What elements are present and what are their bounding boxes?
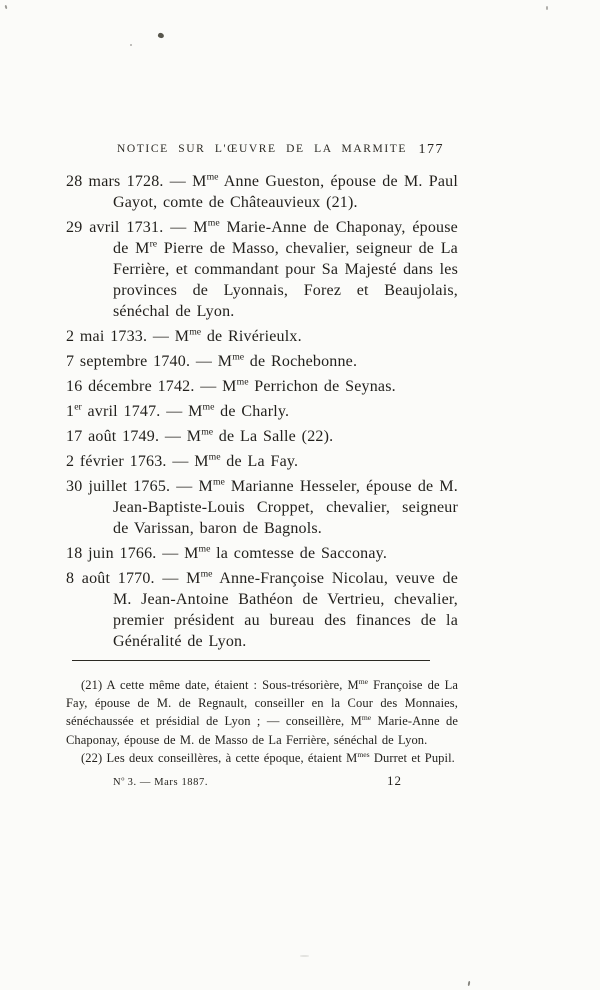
footer-issue-label: $N^o$ 3. — Mars 1887. xyxy=(113,775,209,789)
page-content xyxy=(66,143,458,789)
entry: 7 septembre 1740. — $M^{me}$ de Rochebonne. xyxy=(66,351,358,370)
footnote-divider xyxy=(72,660,430,661)
page-number: 177 xyxy=(418,142,444,157)
entry: 30 juillet 1765. — $M^{me}$ Marianne Hesseler, épouse de M. Jean-Baptiste-Louis Croppet, chevalier, seigneur de Varissan, baron de Bagnols. xyxy=(66,476,458,537)
scan-speckle xyxy=(300,955,309,957)
entry: 29 avril 1731. — $M^{me}$ Marie-Anne de Chaponay, épouse de Mre Pierre de Masso, chevalier, seigneur de La Ferrière, et commandant pour Sa Majesté dans les provinces de Lyonnais, Forez et Beaujolais, sénéchal de Lyon. xyxy=(66,217,458,320)
footnote: (22) Les deux conseillères, à cette époque, étaient $M^{mes}$ Durret et Pupil. xyxy=(81,749,455,765)
scan-speckle xyxy=(5,5,8,9)
entry: 28 mars 1728. — $M^{me}$ Anne Gueston, épouse de M. Paul Gayot, comte de Châteauvieux (21). xyxy=(66,171,458,211)
footer-page-signature: 12 xyxy=(387,773,402,789)
scan-speckle xyxy=(546,6,548,10)
page-footer xyxy=(66,773,458,789)
entry: 18 juin 1766. — $M^{me}$ la comtesse de Sacconay. xyxy=(66,543,388,562)
scan-speckle xyxy=(130,44,132,46)
scan-speckle xyxy=(468,981,471,986)
footnote-list xyxy=(66,676,458,767)
scan-speckle xyxy=(157,32,164,39)
entry: 2 mai 1733. — $M^{me}$ de Rivérieulx. xyxy=(66,326,302,345)
entry: 2 février 1763. — $M^{me}$ de La Fay. xyxy=(66,451,299,470)
entry: 1er avril 1747. — $M^{me}$ de Charly. xyxy=(66,401,290,420)
entry: 17 août 1749. — $M^{me}$ de La Salle (22). xyxy=(66,426,334,445)
running-header xyxy=(66,143,458,158)
footnote: (21) A cette même date, étaient : Sous-trésorière, $M^{me}$ Françoise de La Fay, épouse de M. de Regnault, conseiller en la Cour des Monnaies, sénéchaussée et présidial de Lyon ; — conseillère, $M^{me}$ Marie-Anne de Chaponay, épouse de M. de Masso de La Ferrière, sénéchal de Lyon. xyxy=(66,676,458,747)
entry: 16 décembre 1742. — $M^{me}$ Perrichon de Seynas. xyxy=(66,376,396,395)
entry-list xyxy=(66,171,458,652)
page-title: NOTICE SUR L'ŒUVRE DE LA MARMITE xyxy=(116,143,408,155)
entry: 8 août 1770. — $M^{me}$ Anne-Françoise Nicolau, veuve de M. Jean-Antoine Bathéon de Vertrieu, chevalier, premier président au bureau des finances de la Généralité de Lyon. xyxy=(66,568,458,650)
